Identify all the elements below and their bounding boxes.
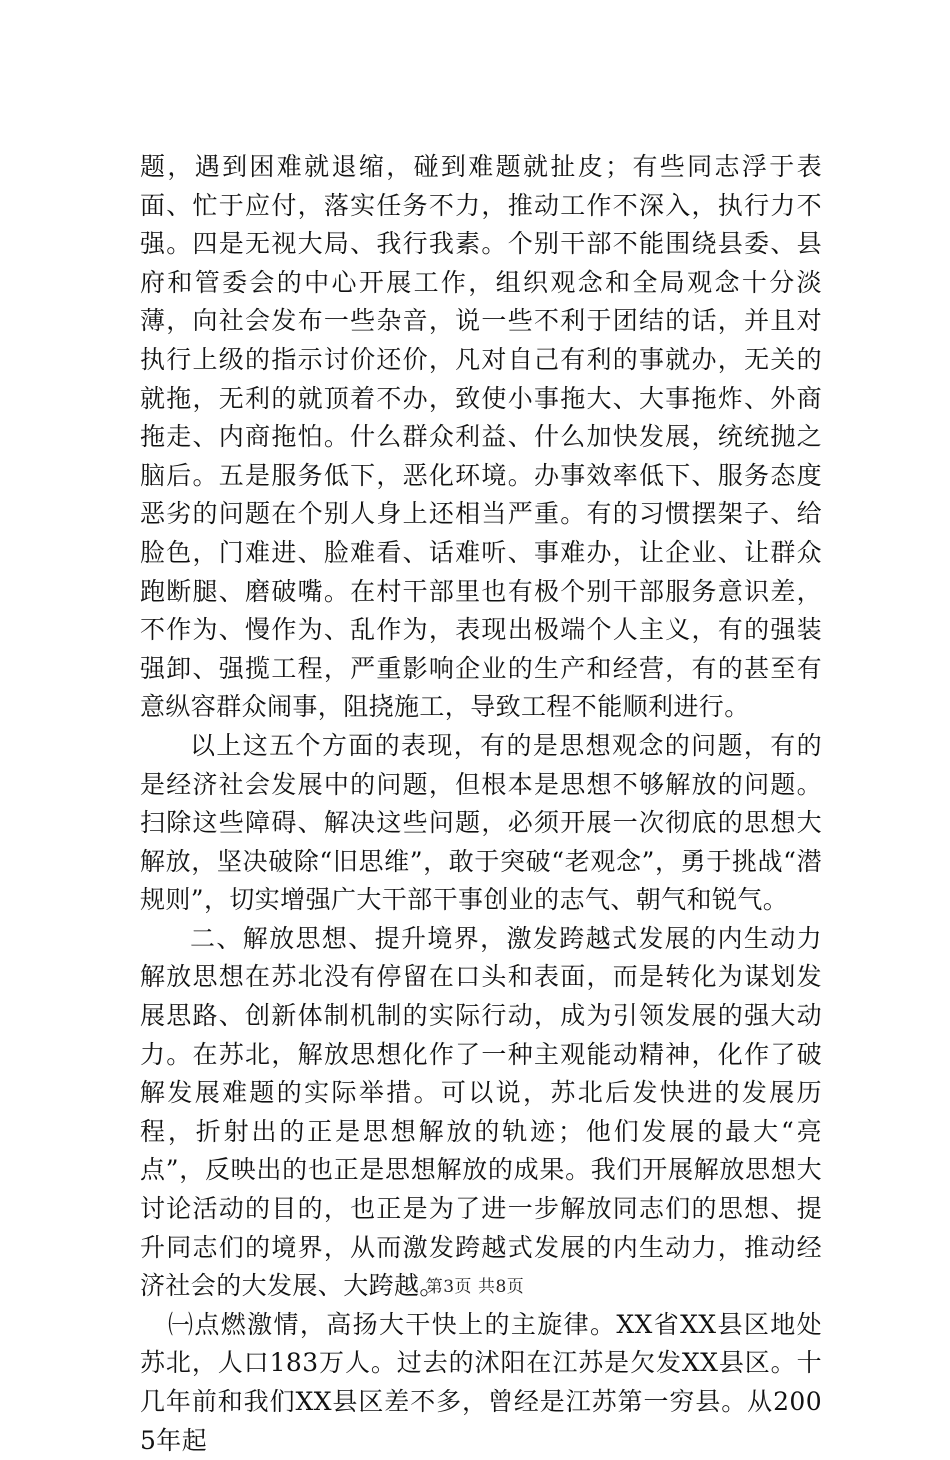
paragraph-1: 题，遇到困难就退缩，碰到难题就扯皮；有些同志浮于表面、忙于应付，落实任务不力，推动工作不深入，执行力不强。四是无视大局、我行我素。个别干部不能围绕县委、县府和管委会的中心开展工作，组织观念和全局观念十分淡薄，向社会发布一些杂音，说一些不利于团结的话，并且对执行上级的指示讨价还价，凡对自己有利的事就办，无关的就拖，无利的就顶着不办，致使小事拖大、大事拖炸、外商拖走、内商拖怕。什么群众利益、什么加快发展，统统抛之脑后。五是服务低下，恶化环境。办事效率低下、服务态度恶劣的问题在个别人身上还相当严重。有的习惯摆架子、给脸色，门难进、脸难看、话难听、事难办，让企业、让群众跑断腿、磨破嘴。在村干部里也有极个别干部服务意识差，不作为、慢作为、乱作为，表现出极端个人主义，有的强装强卸、强揽工程，严重影响企业的生产和经营，有的甚至有意纵容群众闹事，阻挠施工，导致工程不能顺利进行。 [140, 152, 822, 722]
document-body [140, 148, 822, 1460]
paragraph-3: 二、解放思想、提升境界，激发跨越式发展的内生动力解放思想在苏北没有停留在口头和表面，而是转化为谋划发展思路、创新体制机制的实际行动，成为引领发展的强大动力。在苏北，解放思想化作了一种主观能动精神，化作了破解发展难题的实际举措。可以说，苏北后发快进的发展历程，折射出的正是思想解放的轨迹；他们发展的最大“亮点”，反映出的也正是思想解放的成果。我们开展解放思想大讨论活动的目的，也正是为了进一步解放同志们的思想、提升同志们的境界，从而激发跨越式发展的内生动力，推动经济社会的大发展、大跨越。 [140, 923, 822, 1301]
paragraph-2: 以上这五个方面的表现，有的是思想观念的问题，有的是经济社会发展中的问题，但根本是思想不够解放的问题。扫除这些障碍、解决这些问题，必须开展一次彻底的思想大解放，坚决破除“旧思维”，敢于突破“老观念”，勇于挑战“潜规则”，切实增强广大干部干事创业的志气、朝气和锐气。 [140, 730, 822, 915]
paragraph-4: ㈠点燃激情，高扬大干快上的主旋律。XX省XX县区地处苏北，人口183万人。过去的沭阳在江苏是欠发XX县区。十几年前和我们XX县区差不多，曾经是江苏第一穷县。从2005年起 [140, 1309, 822, 1455]
page-number-footer: 第3页 共8页 [425, 1277, 525, 1297]
